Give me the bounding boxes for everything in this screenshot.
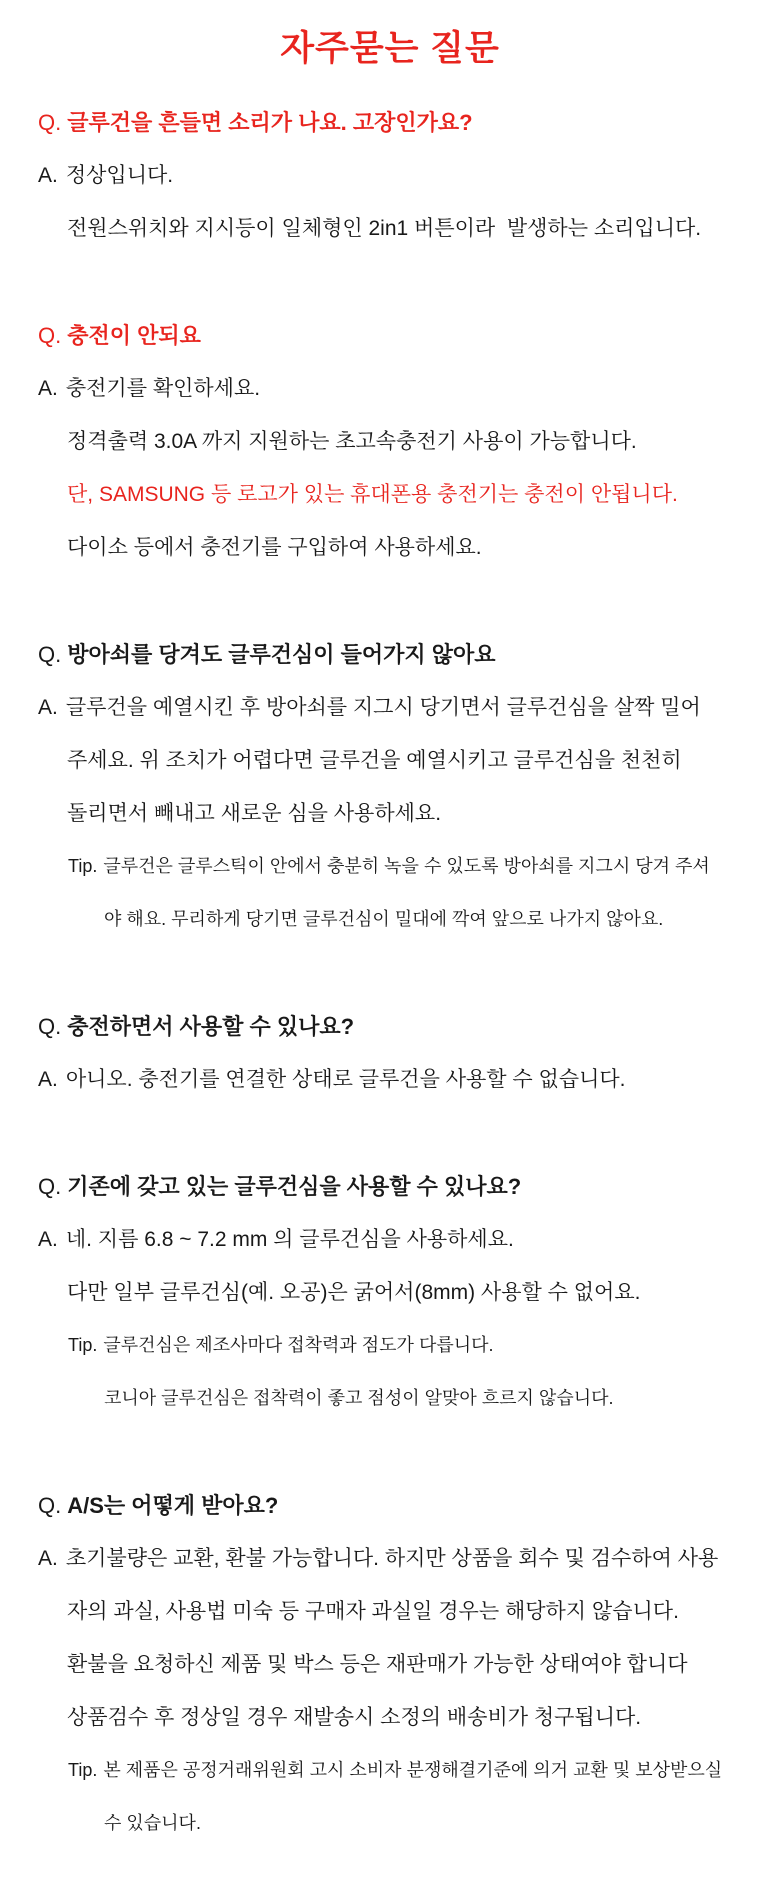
- answer-line: [0, 681, 780, 734]
- answer-prefix: A.: [38, 164, 58, 187]
- tip-text: 글루건은 글루스틱이 안에서 충분히 녹을 수 있도록 방아쇠를 지그시 당겨 주셔: [103, 856, 710, 876]
- faq-section-use-while-charging: [0, 1000, 780, 1106]
- answer-prefix: A.: [38, 1068, 58, 1091]
- answer-line-warning: [0, 468, 780, 521]
- tip-line: [0, 1744, 780, 1797]
- tip-line: [0, 840, 780, 893]
- answer-prefix: A.: [38, 1228, 58, 1251]
- question-prefix: Q.: [38, 1493, 62, 1518]
- answer-text: 주세요. 위 조치가 어렵다면 글루건을 예열시키고 글루건심을 천천히: [67, 749, 682, 772]
- question-text: 충전하면서 사용할 수 있나요?: [67, 1014, 355, 1039]
- faq-section-not-charging: [0, 309, 780, 574]
- question-text: 충전이 안되요: [67, 323, 201, 348]
- answer-text: 돌리면서 빼내고 새로운 심을 사용하세요.: [67, 802, 442, 825]
- answer-line: [0, 734, 780, 787]
- tip-line: [0, 1797, 780, 1850]
- answer-line: [0, 1213, 780, 1266]
- question-line: [0, 1479, 780, 1532]
- tip-text: 야 해요. 무리하게 당기면 글루건심이 밀대에 깍여 앞으로 나가지 않아요.: [104, 909, 664, 929]
- answer-text: 다만 일부 글루건심(예. 오공)은 굵어서(8mm) 사용할 수 없어요.: [67, 1281, 641, 1304]
- answer-text: 네. 지름 6.8 ~ 7.2 mm 의 글루건심을 사용하세요.: [65, 1228, 514, 1251]
- answer-line: [0, 149, 780, 202]
- answer-prefix: A.: [38, 1547, 58, 1570]
- answer-line: [0, 415, 780, 468]
- faq-section-existing-glue-sticks: [0, 1160, 780, 1425]
- question-line: [0, 628, 780, 681]
- answer-text: 상품검수 후 정상일 경우 재발송시 소정의 배송비가 청구됩니다.: [67, 1706, 642, 1729]
- answer-text: 전원스위치와 지시등이 일체형인 2in1 버튼이라 발생하는 소리입니다.: [67, 217, 702, 240]
- answer-line: [0, 362, 780, 415]
- answer-line: [0, 1266, 780, 1319]
- question-prefix: Q.: [38, 1014, 62, 1039]
- answer-text: 환불을 요청하신 제품 및 박스 등은 재판매가 가능한 상태여야 합니다: [67, 1653, 688, 1676]
- answer-line: [0, 1532, 780, 1585]
- tip-prefix: Tip.: [68, 856, 98, 876]
- faq-section-after-service: [0, 1479, 780, 1850]
- question-line: [0, 96, 780, 149]
- tip-prefix: Tip.: [68, 1335, 98, 1355]
- question-line: [0, 1160, 780, 1213]
- question-text: 기존에 갖고 있는 글루건심을 사용할 수 있나요?: [67, 1174, 522, 1199]
- question-prefix: Q.: [38, 642, 62, 667]
- answer-text: 정상입니다.: [65, 164, 174, 187]
- answer-text: 아니오. 충전기를 연결한 상태로 글루건을 사용할 수 없습니다.: [65, 1068, 626, 1091]
- answer-line: [0, 1638, 780, 1691]
- question-prefix: Q.: [38, 1174, 62, 1199]
- answer-text: 단, SAMSUNG 등 로고가 있는 휴대폰용 충전기는 충전이 안됩니다.: [67, 483, 678, 506]
- page-title: 자주묻는 질문: [280, 29, 500, 68]
- faq-section-stick-not-feeding: [0, 628, 780, 946]
- answer-text: 충전기를 확인하세요.: [65, 377, 261, 400]
- question-prefix: Q.: [38, 110, 62, 135]
- tip-prefix: Tip.: [68, 1760, 98, 1780]
- question-line: [0, 1000, 780, 1053]
- answer-text: 초기불량은 교환, 환불 가능합니다. 하지만 상품을 회수 및 검수하여 사용: [65, 1547, 719, 1570]
- tip-text: 수 있습니다.: [104, 1813, 201, 1833]
- answer-text: 정격출력 3.0A 까지 지원하는 초고속충전기 사용이 가능합니다.: [67, 430, 637, 453]
- answer-text: 다이소 등에서 충전기를 구입하여 사용하세요.: [67, 536, 482, 559]
- answer-line: [0, 521, 780, 574]
- tip-text: 글루건심은 제조사마다 접착력과 점도가 다릅니다.: [103, 1335, 494, 1355]
- tip-text: 코니아 글루건심은 접착력이 좋고 점성이 알맞아 흐르지 않습니다.: [104, 1388, 614, 1408]
- answer-line: [0, 787, 780, 840]
- question-text: 방아쇠를 당겨도 글루건심이 들어가지 않아요: [67, 642, 496, 667]
- answer-line: [0, 1053, 780, 1106]
- tip-line: [0, 893, 780, 946]
- tip-line: [0, 1372, 780, 1425]
- question-text: 글루건을 흔들면 소리가 나요. 고장인가요?: [67, 110, 473, 135]
- question-text: A/S는 어떻게 받아요?: [67, 1493, 279, 1518]
- tip-text: 본 제품은 공정거래위원회 고시 소비자 분쟁해결기준에 의거 교환 및 보상받으실: [103, 1760, 723, 1780]
- answer-line: [0, 1585, 780, 1638]
- answer-line: [0, 202, 780, 255]
- answer-text: 글루건을 예열시킨 후 방아쇠를 지그시 당기면서 글루건심을 살짝 밀어: [65, 696, 701, 719]
- tip-line: [0, 1319, 780, 1372]
- answer-line: [0, 1691, 780, 1744]
- faq-section-shake-noise: [0, 96, 780, 255]
- question-prefix: Q.: [38, 323, 62, 348]
- answer-prefix: A.: [38, 696, 58, 719]
- answer-text: 자의 과실, 사용법 미숙 등 구매자 과실일 경우는 해당하지 않습니다.: [67, 1600, 679, 1623]
- answer-prefix: A.: [38, 377, 58, 400]
- question-line: [0, 309, 780, 362]
